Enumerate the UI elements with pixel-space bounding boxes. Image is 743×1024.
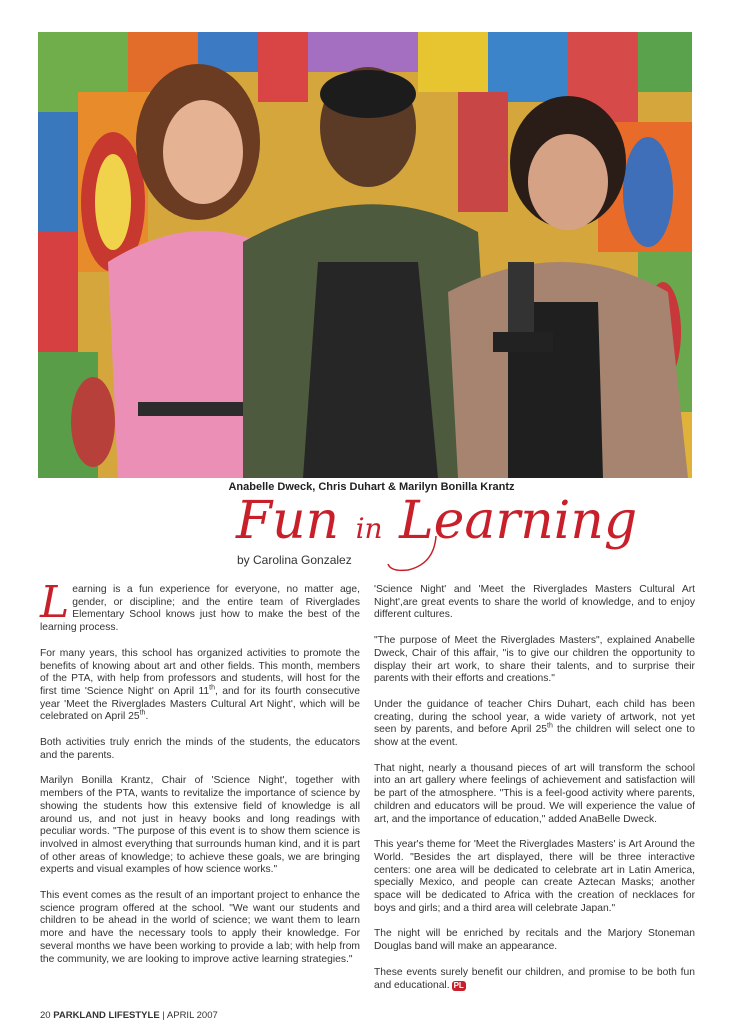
- title-word-in: in: [355, 512, 383, 545]
- photo-caption: Anabelle Dweck, Chris Duhart & Marilyn Bonilla Krantz: [228, 481, 515, 493]
- issue-date: APRIL 2007: [166, 1010, 218, 1021]
- publication-name: PARKLAND LIFESTYLE: [53, 1010, 160, 1021]
- paragraph: The night will be enriched by recitals and the Marjory Stoneman Douglas band will make an appearance.: [374, 928, 695, 953]
- photo-illustration: [38, 32, 692, 478]
- paragraph: This year's theme for 'Meet the Riverglades Masters' is Art Around the World. "Besides the art displayed, there will be three interactive centers: one area will be dedicated to celebrate art in Latin America, specially Mexico, and people can create Aztecan Masks; another space will be dedicated to Africa with the creation of necklaces for boys and girls; and a third area will celebrate Japan.": [374, 839, 695, 914]
- right-column: [374, 584, 695, 1005]
- end-mark-icon: PL: [453, 980, 464, 990]
- paragraph: For many years, this school has organized activities to promote the benefits of knowing about art and other fields. This month, members of the PTA, with help from professors and students, will host for the first time 'Science Night' on April 11th, and for its fourth consecutive year 'Meet the Riverglades Masters Cultural Art Night', which will be celebrated on April 25th.: [40, 647, 360, 723]
- title-word-learning: Learning: [399, 491, 638, 551]
- article-title: [236, 491, 638, 556]
- cover-photo: [38, 32, 692, 478]
- paragraph: This event comes as the result of an important project to enhance the science program offered at the school. "We want our students and children to be ahead in the world of science; we want them to learn more and have the necessary tools to apply their knowledge. For several months we have been working to provide a lab; with help from the community, we are looking to improve active learning strategies.": [40, 890, 360, 965]
- page-number: 20: [40, 1010, 51, 1021]
- paragraph: Both activities truly enrich the minds of the students, the educators and the parents.: [40, 737, 360, 761]
- paragraph: "The purpose of Meet the Riverglades Masters", explained Anabelle Dweck, Chair of this affair, "is to give our children the opportunity to display their art work, to share their talents, and to surprise their parents with their efforts and creations.": [374, 635, 695, 685]
- paragraph: 'Science Night' and 'Meet the Riverglades Masters Cultural Art Night',are great events to share the world of knowledge, and to enjoy different cultures.: [374, 584, 695, 621]
- paragraph: Learning is a fun experience for everyone, no matter age, gender, or discipline; and the entire team of Riverglades Elementary School knows just how to make the best of the learning process.: [40, 577, 360, 634]
- article-byline: by Carolina Gonzalez: [237, 553, 352, 567]
- paragraph: That night, nearly a thousand pieces of art will transform the school into an art gallery where feelings of achievement and satisfaction will be part of the atmosphere. "This is a feel-good activity where parents, children and educators will be proud. We will experience the value of art, and the importance of education," added AnaBelle Dweck.: [374, 762, 695, 825]
- paragraph: These events surely benefit our children, and promise to be both fun and educational. PL: [374, 966, 695, 991]
- drop-cap: L: [40, 577, 70, 628]
- paragraph: Marilyn Bonilla Krantz, Chair of 'Science Night', together with members of the PTA, wants to revitalize the importance of science by showing the students how this extensive field of knowledge is all around us, and not just in heavy books and long readings with peculiar words. "The purpose of this event is to show them science is involved in almost everything that surrounds human kind, and it is part of other areas of knowledge; to achieve these goals, we are bringing experts and visual examples of how science works.": [40, 775, 360, 876]
- footer-separator: |: [162, 1010, 165, 1021]
- title-swash-decoration: [386, 534, 446, 574]
- left-column: [40, 577, 360, 979]
- page-footer: [40, 1010, 218, 1021]
- paragraph: Under the guidance of teacher Chirs Duhart, each child has been creating, during the school year, a wide variety of artwork, not yet seen by parents, and before April 25th the children will select one to show at the event.: [374, 698, 695, 749]
- title-word-fun: Fun: [236, 491, 340, 551]
